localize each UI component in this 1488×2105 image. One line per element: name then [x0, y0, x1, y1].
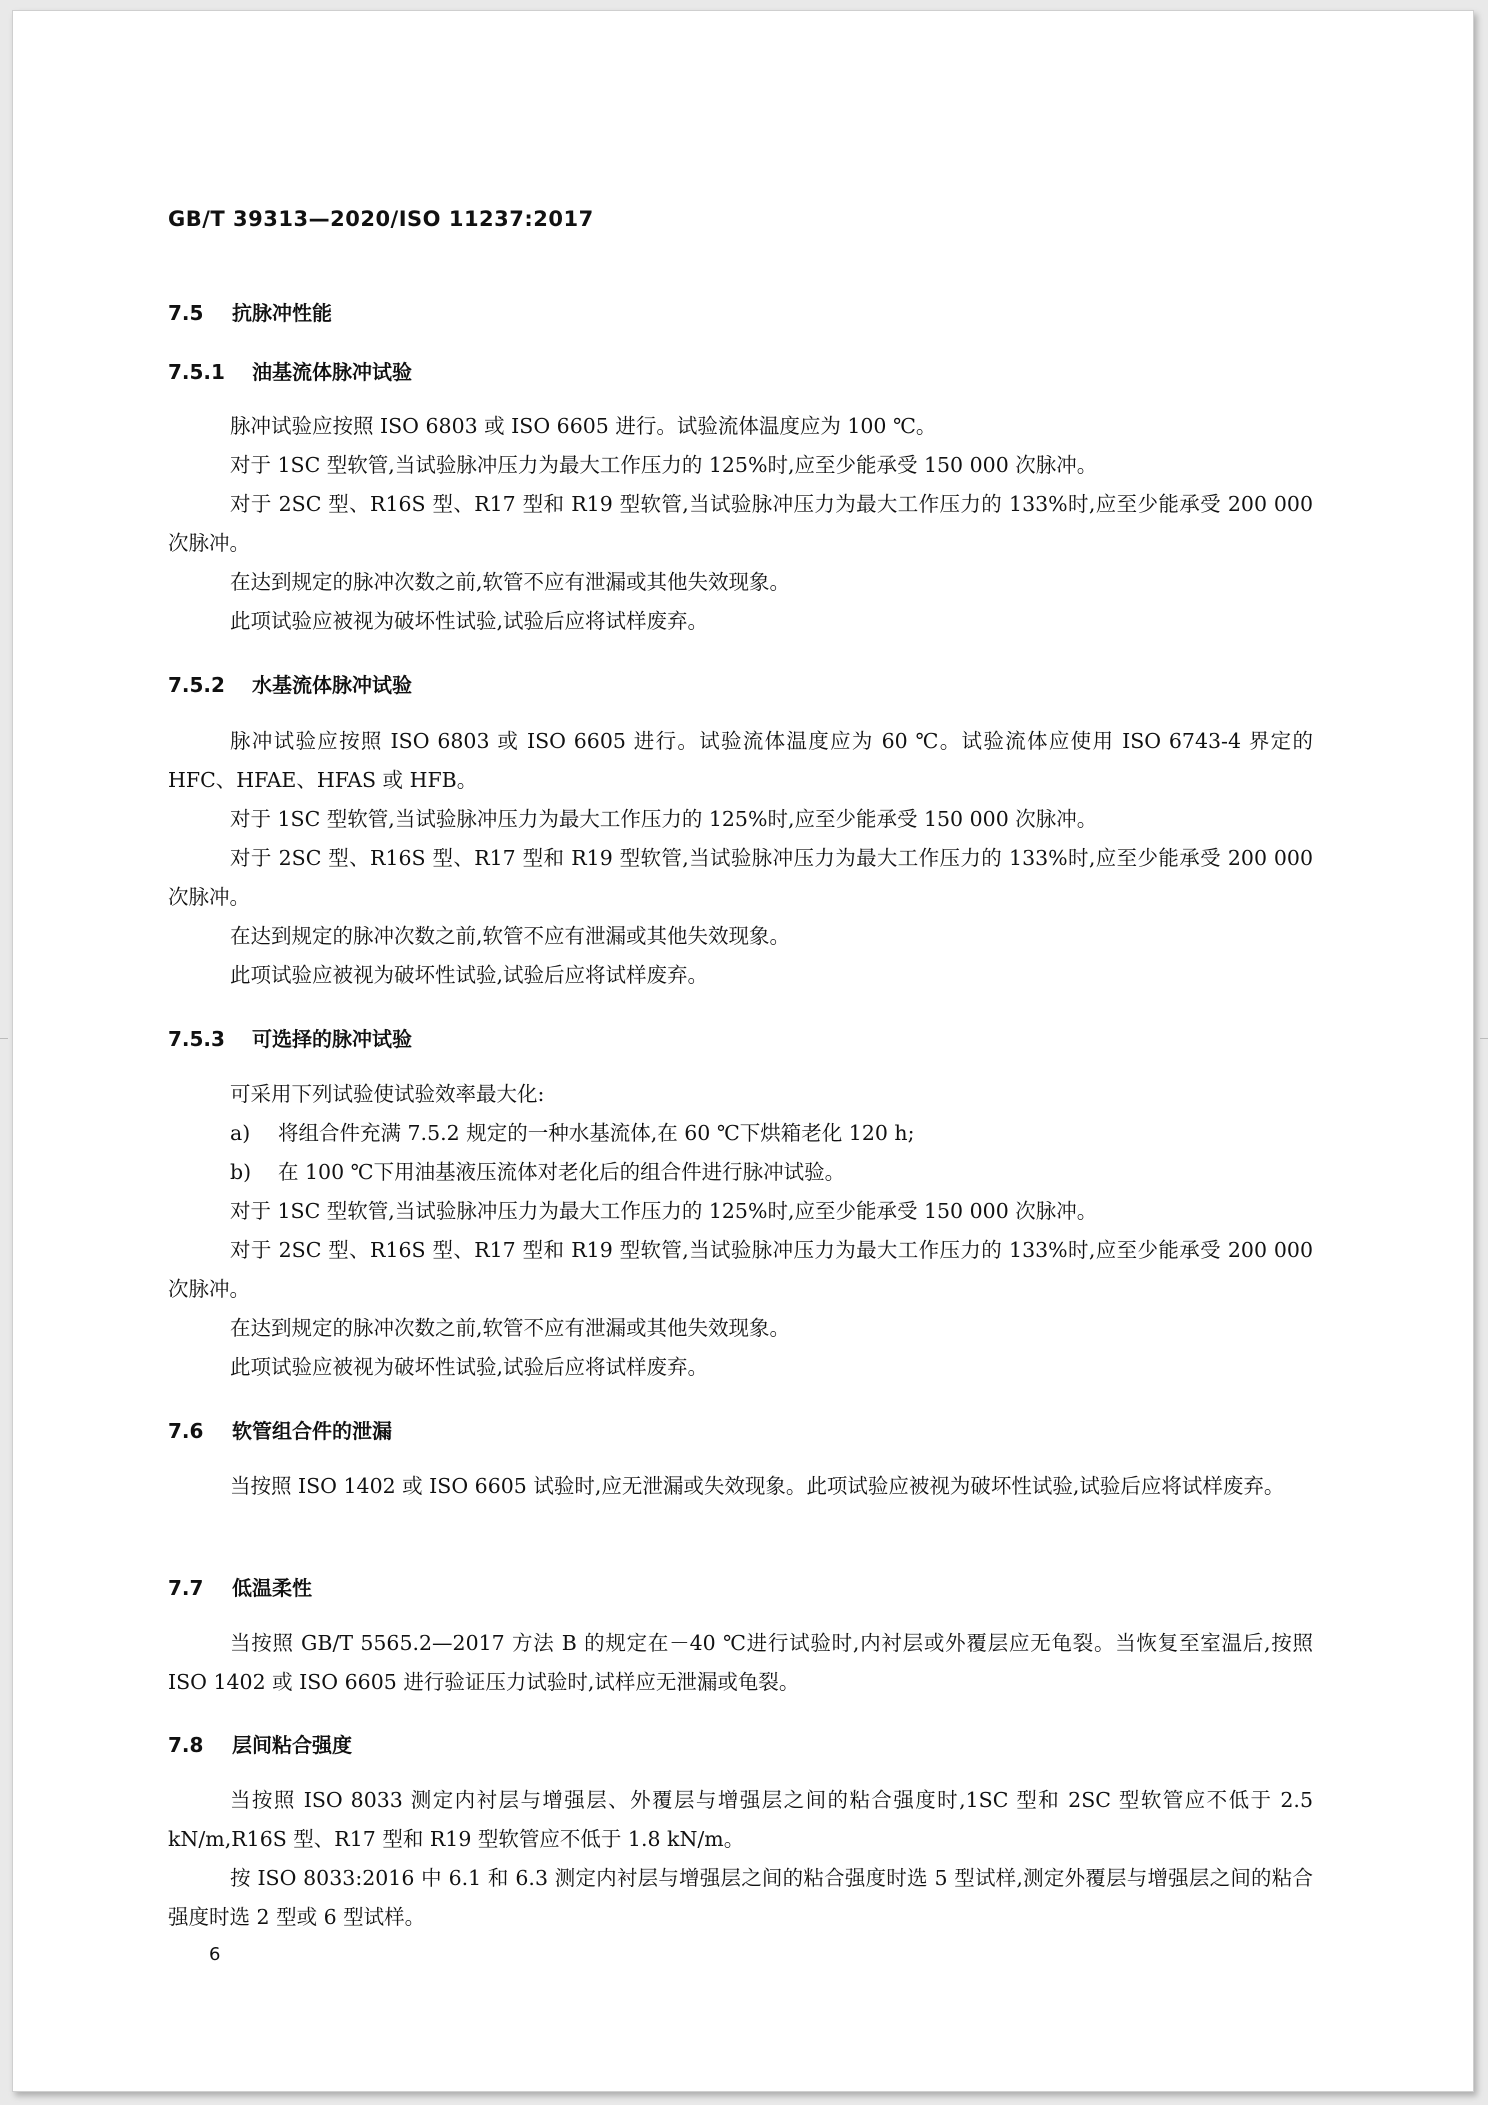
paragraph: 此项试验应被视为破坏性试验,试验后应将试样废弃。 — [230, 963, 709, 987]
paragraph: 在达到规定的脉冲次数之前,软管不应有泄漏或其他失效现象。 — [230, 924, 791, 948]
section-number: 7.5.3 — [168, 1027, 225, 1051]
section-title: 低温柔性 — [232, 1576, 312, 1600]
paragraph: 对于 1SC 型软管,当试验脉冲压力为最大工作压力的 125%时,应至少能承受 150 000 次脉冲。 — [230, 1199, 1098, 1223]
crop-mark — [1480, 1038, 1488, 1039]
document-page — [12, 10, 1474, 2092]
section-number: 7.5 — [168, 301, 204, 325]
section-7-5-2-heading — [168, 669, 412, 698]
section-7-6-heading — [168, 1415, 392, 1444]
section-7-5-3-heading — [168, 1023, 412, 1052]
paragraph: 当按照 GB/T 5565.2—2017 方法 B 的规定在－40 ℃进行试验时,内衬层或外覆层应无龟裂。当恢复至室温后,按照 ISO 1402 或 ISO 6605 进行验证压力试验时,试样应无泄漏或龟裂。 — [168, 1631, 1313, 1694]
paragraph: 脉冲试验应按照 ISO 6803 或 ISO 6605 进行。试验流体温度应为 100 ℃。 — [230, 414, 937, 438]
paragraph: 可采用下列试验使试验效率最大化: — [230, 1082, 545, 1106]
paragraph: 对于 1SC 型软管,当试验脉冲压力为最大工作压力的 125%时,应至少能承受 150 000 次脉冲。 — [230, 807, 1098, 831]
paragraph: 当按照 ISO 8033 测定内衬层与增强层、外覆层与增强层之间的粘合强度时,1SC 型和 2SC 型软管应不低于 2.5 kN/m,R16S 型、R17 型和 R19 型软管应不低于 1.8 kN/m。 — [168, 1788, 1313, 1851]
section-number: 7.5.1 — [168, 360, 225, 384]
paragraph: 此项试验应被视为破坏性试验,试验后应将试样废弃。 — [230, 1355, 709, 1379]
paragraph: 在达到规定的脉冲次数之前,软管不应有泄漏或其他失效现象。 — [230, 1316, 791, 1340]
list-item-text: 将组合件充满 7.5.2 规定的一种水基流体,在 60 ℃下烘箱老化 120 h; — [278, 1121, 915, 1145]
section-number: 7.6 — [168, 1419, 204, 1443]
paragraph: 脉冲试验应按照 ISO 6803 或 ISO 6605 进行。试验流体温度应为 60 ℃。试验流体应使用 ISO 6743-4 界定的 HFC、HFAE、HFAS 或 HFB。 — [168, 729, 1313, 792]
paragraph: 对于 2SC 型、R16S 型、R17 型和 R19 型软管,当试验脉冲压力为最大工作压力的 133%时,应至少能承受 200 000 次脉冲。 — [168, 846, 1313, 909]
paragraph: 对于 1SC 型软管,当试验脉冲压力为最大工作压力的 125%时,应至少能承受 150 000 次脉冲。 — [230, 453, 1098, 477]
paragraph: 此项试验应被视为破坏性试验,试验后应将试样废弃。 — [230, 609, 709, 633]
section-title: 水基流体脉冲试验 — [252, 673, 412, 697]
list-item — [230, 1153, 1313, 1192]
page-number: 6 — [209, 1944, 221, 1965]
section-title: 油基流体脉冲试验 — [252, 360, 412, 384]
section-title: 层间粘合强度 — [232, 1733, 352, 1757]
section-title: 可选择的脉冲试验 — [252, 1027, 412, 1051]
section-title: 抗脉冲性能 — [232, 301, 332, 325]
section-title: 软管组合件的泄漏 — [232, 1419, 392, 1443]
list-item-text: 在 100 ℃下用油基液压流体对老化后的组合件进行脉冲试验。 — [278, 1160, 846, 1184]
section-7-5-heading — [168, 297, 332, 326]
section-number: 7.8 — [168, 1733, 204, 1757]
section-7-7-heading — [168, 1572, 312, 1601]
list-item-label: b) — [230, 1160, 252, 1184]
standard-header: GB/T 39313—2020/ISO 11237:2017 — [168, 207, 594, 231]
section-7-8-heading — [168, 1729, 352, 1758]
paragraph: 按 ISO 8033:2016 中 6.1 和 6.3 测定内衬层与增强层之间的粘合强度时选 5 型试样,测定外覆层与增强层之间的粘合强度时选 2 型或 6 型试样。 — [168, 1866, 1313, 1929]
paragraph: 对于 2SC 型、R16S 型、R17 型和 R19 型软管,当试验脉冲压力为最大工作压力的 133%时,应至少能承受 200 000 次脉冲。 — [168, 492, 1313, 555]
section-number: 7.7 — [168, 1576, 204, 1600]
crop-mark — [0, 1038, 8, 1039]
paragraph: 在达到规定的脉冲次数之前,软管不应有泄漏或其他失效现象。 — [230, 570, 791, 594]
list-item — [230, 1114, 1313, 1153]
paragraph: 当按照 ISO 1402 或 ISO 6605 试验时,应无泄漏或失效现象。此项试验应被视为破坏性试验,试验后应将试样废弃。 — [230, 1474, 1285, 1498]
section-7-5-1-heading — [168, 356, 412, 385]
section-number: 7.5.2 — [168, 673, 225, 697]
paragraph: 对于 2SC 型、R16S 型、R17 型和 R19 型软管,当试验脉冲压力为最大工作压力的 133%时,应至少能承受 200 000 次脉冲。 — [168, 1238, 1313, 1301]
list-item-label: a) — [230, 1121, 251, 1145]
